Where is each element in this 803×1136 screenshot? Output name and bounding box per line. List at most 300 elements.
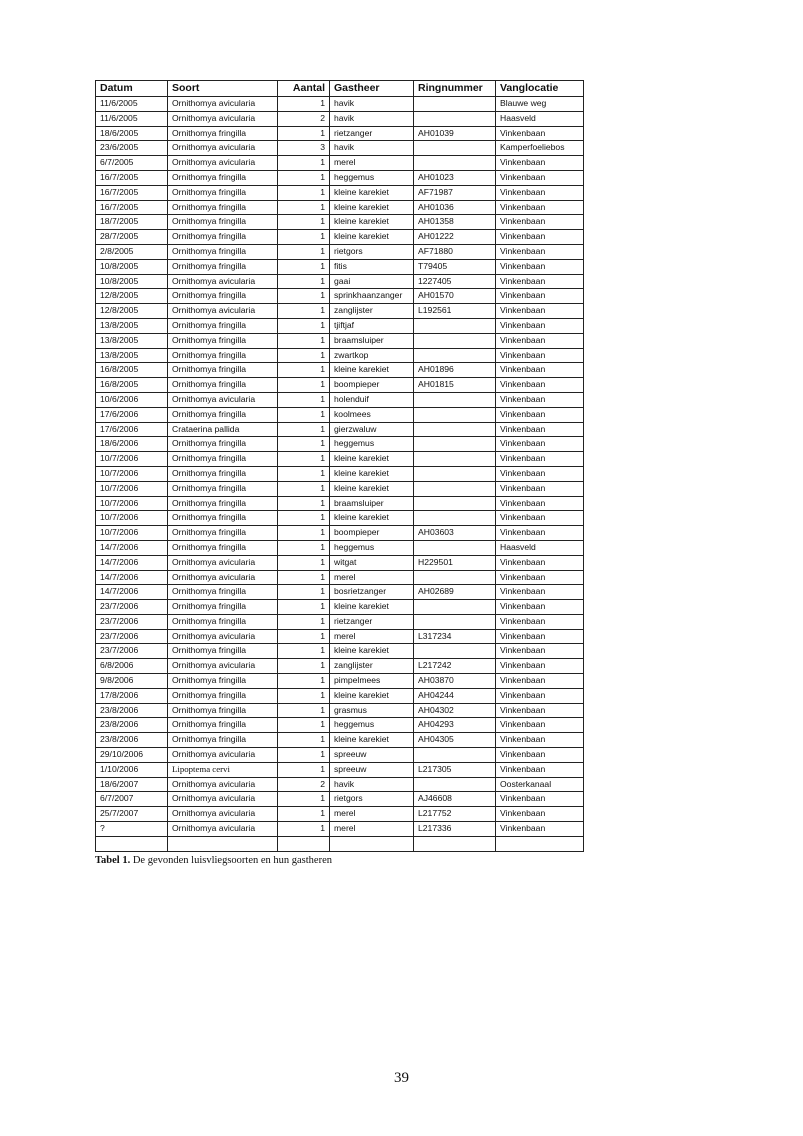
- table-cell: Vinkenbaan: [496, 555, 584, 570]
- table-cell: AF71987: [414, 185, 496, 200]
- table-row: [96, 792, 584, 807]
- table-cell: 1: [278, 526, 330, 541]
- table-cell: 1: [278, 274, 330, 289]
- table-body: [96, 97, 584, 852]
- table-cell: Vinkenbaan: [496, 422, 584, 437]
- table-row: [96, 392, 584, 407]
- table-cell: Ornithomya avicularia: [168, 822, 278, 837]
- table-cell: Vinkenbaan: [496, 659, 584, 674]
- table-cell: rietzanger: [330, 614, 414, 629]
- header-datum: Datum: [96, 81, 168, 97]
- table-cell: 16/7/2005: [96, 185, 168, 200]
- table-cell: 29/10/2006: [96, 748, 168, 763]
- table-row: [96, 777, 584, 792]
- table-cell: 11/6/2005: [96, 97, 168, 112]
- table-cell: 13/8/2005: [96, 348, 168, 363]
- table-cell: 1: [278, 792, 330, 807]
- table-cell: 23/7/2006: [96, 629, 168, 644]
- table-row: [96, 215, 584, 230]
- table-cell: Ornithomya avicularia: [168, 392, 278, 407]
- table-cell: Ornithomya fringilla: [168, 733, 278, 748]
- table-cell: 28/7/2005: [96, 230, 168, 245]
- table-cell: 1: [278, 762, 330, 777]
- table-cell: kleine karekiet: [330, 452, 414, 467]
- table-cell: 1: [278, 570, 330, 585]
- table-cell: Ornithomya avicularia: [168, 156, 278, 171]
- table-cell: 1: [278, 822, 330, 837]
- table-cell: Ornithomya fringilla: [168, 126, 278, 141]
- table-cell: 10/7/2006: [96, 526, 168, 541]
- table-cell: 1: [278, 392, 330, 407]
- table-cell: Ornithomya fringilla: [168, 407, 278, 422]
- table-cell: 14/7/2006: [96, 585, 168, 600]
- table-cell: Ornithomya fringilla: [168, 600, 278, 615]
- table-cell: havik: [330, 97, 414, 112]
- table-cell: 1: [278, 511, 330, 526]
- table-row: [96, 555, 584, 570]
- table-cell: Vinkenbaan: [496, 674, 584, 689]
- table-cell: 17/6/2006: [96, 422, 168, 437]
- table-cell: AH01358: [414, 215, 496, 230]
- table-cell: zanglijster: [330, 659, 414, 674]
- header-vanglocatie: Vanglocatie: [496, 81, 584, 97]
- table-cell: 1: [278, 378, 330, 393]
- table-cell: ?: [96, 822, 168, 837]
- table-cell: Lipoptema cervi: [168, 762, 278, 777]
- table-cell: 18/6/2005: [96, 126, 168, 141]
- table-cell: [414, 570, 496, 585]
- table-cell: Ornithomya avicularia: [168, 807, 278, 822]
- table-cell: 18/6/2007: [96, 777, 168, 792]
- table-cell: Ornithomya fringilla: [168, 378, 278, 393]
- table-cell: Vinkenbaan: [496, 156, 584, 171]
- table-cell: Ornithomya avicularia: [168, 570, 278, 585]
- table-cell: Ornithomya fringilla: [168, 318, 278, 333]
- table-row: [96, 170, 584, 185]
- table-cell: [168, 836, 278, 851]
- table-row: [96, 289, 584, 304]
- table-cell: Vinkenbaan: [496, 570, 584, 585]
- table-cell: AJ46608: [414, 792, 496, 807]
- table-cell: 23/7/2006: [96, 644, 168, 659]
- table-cell: Ornithomya avicularia: [168, 777, 278, 792]
- table-cell: Ornithomya avicularia: [168, 555, 278, 570]
- table-cell: pimpelmees: [330, 674, 414, 689]
- table-cell: 1: [278, 481, 330, 496]
- table-cell: witgat: [330, 555, 414, 570]
- table-row: [96, 733, 584, 748]
- header-aantal: Aantal: [278, 81, 330, 97]
- table-cell: 10/7/2006: [96, 481, 168, 496]
- table-cell: 1: [278, 304, 330, 319]
- table-cell: [414, 392, 496, 407]
- table-cell: 16/7/2005: [96, 200, 168, 215]
- table-row: [96, 318, 584, 333]
- table-cell: [414, 644, 496, 659]
- table-cell: Ornithomya fringilla: [168, 363, 278, 378]
- table-cell: Ornithomya fringilla: [168, 614, 278, 629]
- table-cell: AH04305: [414, 733, 496, 748]
- caption-label: Tabel 1.: [95, 855, 131, 866]
- table-cell: 2/8/2005: [96, 244, 168, 259]
- table-cell: [96, 836, 168, 851]
- table-row: [96, 156, 584, 171]
- table-cell: Vinkenbaan: [496, 703, 584, 718]
- table-cell: 16/7/2005: [96, 170, 168, 185]
- table-cell: Vinkenbaan: [496, 170, 584, 185]
- table-cell: Vinkenbaan: [496, 718, 584, 733]
- table-cell: 23/6/2005: [96, 141, 168, 156]
- table-row: [96, 452, 584, 467]
- table-cell: braamsluiper: [330, 496, 414, 511]
- table-cell: heggemus: [330, 718, 414, 733]
- table-cell: 1: [278, 289, 330, 304]
- table-cell: AH01222: [414, 230, 496, 245]
- table-cell: [496, 836, 584, 851]
- table-cell: 1: [278, 407, 330, 422]
- table-cell: merel: [330, 629, 414, 644]
- table-cell: [414, 614, 496, 629]
- table-cell: Vinkenbaan: [496, 748, 584, 763]
- table-cell: Vinkenbaan: [496, 185, 584, 200]
- table-cell: Ornithomya fringilla: [168, 289, 278, 304]
- table-row: [96, 407, 584, 422]
- table-cell: 14/7/2006: [96, 555, 168, 570]
- table-row: [96, 629, 584, 644]
- table-row: [96, 762, 584, 777]
- table-cell: kleine karekiet: [330, 230, 414, 245]
- table-cell: Ornithomya fringilla: [168, 674, 278, 689]
- table-cell: Ornithomya fringilla: [168, 185, 278, 200]
- page-number: 39: [394, 1070, 409, 1086]
- table-cell: Ornithomya avicularia: [168, 659, 278, 674]
- table-cell: 23/8/2006: [96, 703, 168, 718]
- table-cell: 1: [278, 452, 330, 467]
- table-cell: Vinkenbaan: [496, 215, 584, 230]
- table-cell: Ornithomya fringilla: [168, 170, 278, 185]
- table-cell: 1: [278, 363, 330, 378]
- table-cell: 1: [278, 215, 330, 230]
- table-cell: heggemus: [330, 540, 414, 555]
- table-cell: L217752: [414, 807, 496, 822]
- table-cell: 1: [278, 733, 330, 748]
- table-cell: Ornithomya avicularia: [168, 629, 278, 644]
- table-cell: Vinkenbaan: [496, 289, 584, 304]
- table-cell: Vinkenbaan: [496, 437, 584, 452]
- table-row: [96, 274, 584, 289]
- table-cell: Vinkenbaan: [496, 348, 584, 363]
- table-cell: 10/7/2006: [96, 511, 168, 526]
- table-row: [96, 688, 584, 703]
- table-cell: 10/8/2005: [96, 274, 168, 289]
- table-cell: Vinkenbaan: [496, 481, 584, 496]
- table-cell: [414, 511, 496, 526]
- table-cell: 1: [278, 748, 330, 763]
- table-cell: havik: [330, 777, 414, 792]
- table-cell: 17/8/2006: [96, 688, 168, 703]
- table-cell: [414, 97, 496, 112]
- table-cell: [414, 836, 496, 851]
- table-row: [96, 585, 584, 600]
- table-cell: 1: [278, 97, 330, 112]
- table-cell: [414, 452, 496, 467]
- table-cell: Vinkenbaan: [496, 688, 584, 703]
- table-cell: rietgors: [330, 244, 414, 259]
- table-cell: Vinkenbaan: [496, 762, 584, 777]
- table-cell: 1227405: [414, 274, 496, 289]
- table-row: [96, 526, 584, 541]
- table-cell: Ornithomya fringilla: [168, 540, 278, 555]
- table-cell: [414, 748, 496, 763]
- table-row: [96, 614, 584, 629]
- table-cell: holenduif: [330, 392, 414, 407]
- caption-text: De gevonden luisvliegsoorten en hun gastheren: [130, 855, 333, 866]
- table-row: [96, 437, 584, 452]
- table-cell: [414, 318, 496, 333]
- table-cell: [414, 600, 496, 615]
- table-cell: [414, 407, 496, 422]
- table-row: [96, 703, 584, 718]
- table-cell: Oosterkanaal: [496, 777, 584, 792]
- table-cell: Ornithomya fringilla: [168, 718, 278, 733]
- table-cell: Vinkenbaan: [496, 585, 584, 600]
- table-cell: Vinkenbaan: [496, 392, 584, 407]
- table-cell: Vinkenbaan: [496, 822, 584, 837]
- table-cell: Vinkenbaan: [496, 259, 584, 274]
- table-cell: merel: [330, 807, 414, 822]
- table-row: [96, 333, 584, 348]
- table-cell: Ornithomya fringilla: [168, 452, 278, 467]
- table-cell: 14/7/2006: [96, 570, 168, 585]
- table-cell: H229501: [414, 555, 496, 570]
- table-cell: Ornithomya fringilla: [168, 215, 278, 230]
- table-cell: Vinkenbaan: [496, 126, 584, 141]
- table-cell: kleine karekiet: [330, 688, 414, 703]
- table-cell: rietgors: [330, 792, 414, 807]
- table-cell: [414, 156, 496, 171]
- table-cell: 9/8/2006: [96, 674, 168, 689]
- table-cell: 13/8/2005: [96, 318, 168, 333]
- table-cell: 11/6/2005: [96, 111, 168, 126]
- table-row: [96, 378, 584, 393]
- table-cell: [278, 836, 330, 851]
- table-cell: 1: [278, 496, 330, 511]
- table-cell: Vinkenbaan: [496, 733, 584, 748]
- table-cell: Vinkenbaan: [496, 230, 584, 245]
- table-cell: [414, 333, 496, 348]
- table-cell: 1: [278, 703, 330, 718]
- table-row: [96, 97, 584, 112]
- table-cell: AH03870: [414, 674, 496, 689]
- table-row: [96, 822, 584, 837]
- table-cell: kleine karekiet: [330, 185, 414, 200]
- table-row: [96, 659, 584, 674]
- table-cell: Ornithomya avicularia: [168, 97, 278, 112]
- table-cell: Vinkenbaan: [496, 496, 584, 511]
- table-cell: kleine karekiet: [330, 363, 414, 378]
- table-cell: Ornithomya avicularia: [168, 748, 278, 763]
- table-cell: L217305: [414, 762, 496, 777]
- table-cell: Ornithomya fringilla: [168, 348, 278, 363]
- table-cell: AH01570: [414, 289, 496, 304]
- table-cell: boompieper: [330, 526, 414, 541]
- table-cell: 1: [278, 466, 330, 481]
- table-row: [96, 230, 584, 245]
- table-cell: 23/7/2006: [96, 600, 168, 615]
- table-cell: 1: [278, 585, 330, 600]
- table-cell: Ornithomya avicularia: [168, 141, 278, 156]
- table-row: [96, 718, 584, 733]
- table-cell: Ornithomya fringilla: [168, 496, 278, 511]
- table-cell: 10/7/2006: [96, 466, 168, 481]
- table-cell: 1: [278, 422, 330, 437]
- table-cell: 10/8/2005: [96, 259, 168, 274]
- table-cell: 2: [278, 777, 330, 792]
- table-cell: [414, 777, 496, 792]
- table-cell: AH01815: [414, 378, 496, 393]
- table-cell: 23/8/2006: [96, 718, 168, 733]
- table-row: [96, 496, 584, 511]
- table-row: [96, 481, 584, 496]
- table-cell: 1: [278, 600, 330, 615]
- table-cell: kleine karekiet: [330, 481, 414, 496]
- table-cell: Ornithomya fringilla: [168, 585, 278, 600]
- table-cell: 12/8/2005: [96, 304, 168, 319]
- table-cell: 1: [278, 674, 330, 689]
- table-cell: 23/7/2006: [96, 614, 168, 629]
- table-cell: 18/6/2006: [96, 437, 168, 452]
- table-cell: [414, 496, 496, 511]
- table-cell: tjiftjaf: [330, 318, 414, 333]
- table-cell: 10/7/2006: [96, 452, 168, 467]
- table-cell: AH04244: [414, 688, 496, 703]
- table-row: [96, 244, 584, 259]
- table-cell: Vinkenbaan: [496, 526, 584, 541]
- table-cell: Ornithomya fringilla: [168, 526, 278, 541]
- table-cell: 12/8/2005: [96, 289, 168, 304]
- table-row: [96, 674, 584, 689]
- table-cell: [414, 141, 496, 156]
- table-cell: L217242: [414, 659, 496, 674]
- table-cell: 13/8/2005: [96, 333, 168, 348]
- table-cell: Vinkenbaan: [496, 200, 584, 215]
- table-cell: Ornithomya fringilla: [168, 230, 278, 245]
- table-cell: kleine karekiet: [330, 511, 414, 526]
- table-cell: Kamperfoeliebos: [496, 141, 584, 156]
- table-cell: zanglijster: [330, 304, 414, 319]
- table-cell: Ornithomya fringilla: [168, 481, 278, 496]
- table-cell: Vinkenbaan: [496, 629, 584, 644]
- table-cell: Ornithomya avicularia: [168, 274, 278, 289]
- table-cell: Haasveld: [496, 540, 584, 555]
- table-cell: kleine karekiet: [330, 215, 414, 230]
- table-cell: 1/10/2006: [96, 762, 168, 777]
- table-cell: AH01896: [414, 363, 496, 378]
- table-cell: 14/7/2006: [96, 540, 168, 555]
- table-cell: [414, 422, 496, 437]
- table-cell: Vinkenbaan: [496, 304, 584, 319]
- table-cell: 6/8/2006: [96, 659, 168, 674]
- table-row: [96, 111, 584, 126]
- table-cell: kleine karekiet: [330, 733, 414, 748]
- table-cell: Vinkenbaan: [496, 644, 584, 659]
- table-cell: 1: [278, 348, 330, 363]
- table-cell: 18/7/2005: [96, 215, 168, 230]
- table-cell: Ornithomya fringilla: [168, 437, 278, 452]
- table-cell: 1: [278, 629, 330, 644]
- table-row: [96, 141, 584, 156]
- table-cell: Blauwe weg: [496, 97, 584, 112]
- table-row: [96, 540, 584, 555]
- table-cell: 1: [278, 200, 330, 215]
- table-cell: 1: [278, 688, 330, 703]
- table-cell: sprinkhaanzanger: [330, 289, 414, 304]
- table-cell: AH01023: [414, 170, 496, 185]
- table-cell: 1: [278, 614, 330, 629]
- table-cell: merel: [330, 822, 414, 837]
- table-cell: spreeuw: [330, 748, 414, 763]
- table-cell: Vinkenbaan: [496, 244, 584, 259]
- table-row: [96, 185, 584, 200]
- table-cell: fitis: [330, 259, 414, 274]
- table-header-row: [96, 81, 584, 97]
- table-cell: rietzanger: [330, 126, 414, 141]
- table-cell: [414, 111, 496, 126]
- table-cell: 1: [278, 807, 330, 822]
- table-row: [96, 570, 584, 585]
- table-cell: Vinkenbaan: [496, 792, 584, 807]
- table-cell: gaai: [330, 274, 414, 289]
- table-cell: [330, 836, 414, 851]
- table-cell: 1: [278, 555, 330, 570]
- table-row: [96, 200, 584, 215]
- table-cell: gierzwaluw: [330, 422, 414, 437]
- table-row: [96, 600, 584, 615]
- table-cell: havik: [330, 111, 414, 126]
- table-cell: 1: [278, 718, 330, 733]
- table-row: [96, 644, 584, 659]
- table-cell: Vinkenbaan: [496, 466, 584, 481]
- table-row: [96, 126, 584, 141]
- table-cell: 17/6/2006: [96, 407, 168, 422]
- table-cell: 1: [278, 230, 330, 245]
- table-cell: bosrietzanger: [330, 585, 414, 600]
- table-cell: [414, 437, 496, 452]
- table-cell: Vinkenbaan: [496, 511, 584, 526]
- table-row: [96, 466, 584, 481]
- table-row: [96, 748, 584, 763]
- table-cell: [414, 481, 496, 496]
- table-cell: 25/7/2007: [96, 807, 168, 822]
- table-cell: 1: [278, 437, 330, 452]
- table-cell: 16/8/2005: [96, 363, 168, 378]
- table-cell: 1: [278, 244, 330, 259]
- table-cell: Vinkenbaan: [496, 614, 584, 629]
- table-cell: Ornithomya avicularia: [168, 304, 278, 319]
- table-cell: L192561: [414, 304, 496, 319]
- table-cell: kleine karekiet: [330, 466, 414, 481]
- table-row: [96, 422, 584, 437]
- table-cell: merel: [330, 570, 414, 585]
- table-row: [96, 836, 584, 851]
- table-cell: 1: [278, 659, 330, 674]
- table-cell: AH01039: [414, 126, 496, 141]
- table-cell: havik: [330, 141, 414, 156]
- header-soort: Soort: [168, 81, 278, 97]
- table-cell: AH01036: [414, 200, 496, 215]
- table-cell: braamsluiper: [330, 333, 414, 348]
- table-cell: AH03603: [414, 526, 496, 541]
